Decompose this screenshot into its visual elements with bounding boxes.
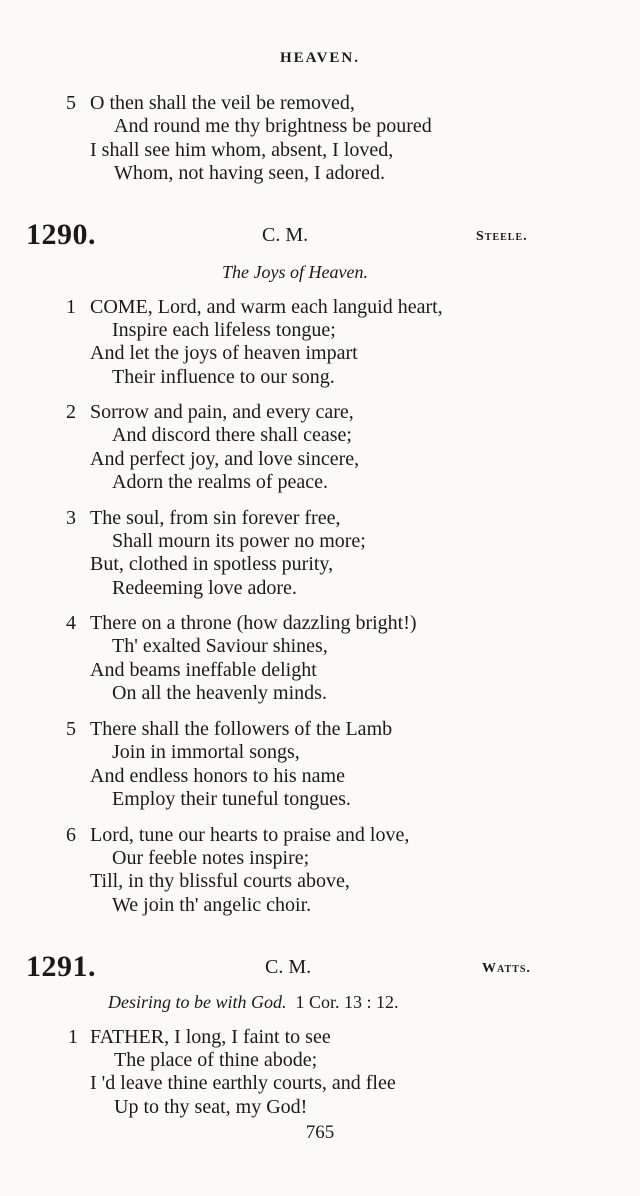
verse-number: 5 [66, 718, 76, 740]
verse-number: 3 [66, 507, 76, 529]
hymn-meter: C. M. [265, 956, 312, 978]
verse-line: I shall see him whom, absent, I loved, [90, 139, 394, 161]
hymn-title [108, 992, 399, 1013]
verse-line: Their influence to our song. [112, 366, 335, 388]
verse-number: 1 [66, 296, 76, 318]
hymn-author: Watts. [482, 961, 531, 976]
verse-line: Whom, not having seen, I adored. [114, 162, 386, 184]
verse-number: 4 [66, 612, 76, 634]
verse-line: I 'd leave thine earthly courts, and flee [90, 1072, 396, 1094]
verse-line: Th' exalted Saviour shines, [112, 635, 328, 657]
verse-line: Lord, tune our hearts to praise and love, [90, 824, 410, 846]
hymn-title-text: Desiring to be with God. [108, 992, 287, 1012]
verse-line: There shall the followers of the Lamb [90, 718, 393, 740]
page-number: 765 [305, 1122, 335, 1143]
verse-line: The soul, from sin forever free, [90, 507, 341, 529]
verse-number: 2 [66, 401, 76, 423]
verse-line: And discord there shall cease; [112, 424, 352, 446]
verse-line: Redeeming love adore. [112, 577, 297, 599]
verse-line: COME, Lord, and warm each languid heart, [90, 296, 443, 318]
verse-number: 5 [66, 92, 76, 114]
verse-line: FATHER, I long, I faint to see [90, 1026, 331, 1048]
verse-line: Inspire each lifeless tongue; [112, 319, 336, 341]
verse-line: O then shall the veil be removed, [90, 92, 355, 114]
verse-line: Adorn the realms of peace. [112, 471, 329, 493]
verse-line: Join in immortal songs, [112, 741, 300, 763]
verse-line: But, clothed in spotless purity, [90, 553, 334, 575]
verse-line: And endless honors to his name [90, 765, 345, 787]
hymn-title: The Joys of Heaven. [222, 262, 368, 282]
verse-line: There on a throne (how dazzling bright!) [90, 612, 417, 634]
verse-line: On all the heavenly minds. [112, 682, 327, 704]
verse-line: And beams ineffable delight [90, 659, 317, 681]
verse-number: 1 [68, 1026, 78, 1048]
verse-line: Sorrow and pain, and every care, [90, 401, 354, 423]
verse-line: We join th' angelic choir. [112, 894, 312, 916]
verse-line: The place of thine abode; [114, 1049, 318, 1071]
verse-line: And let the joys of heaven impart [90, 342, 358, 364]
verse-line: Up to thy seat, my God! [114, 1096, 308, 1118]
hymn-number: 1290. [26, 218, 96, 251]
verse-line: Till, in thy blissful courts above, [90, 870, 350, 892]
hymn-meter: C. M. [262, 224, 309, 246]
hymn-author: Steele. [476, 229, 528, 244]
verse-line: Shall mourn its power no more; [112, 530, 366, 552]
running-header: HEAVEN. [280, 50, 360, 66]
verse-number: 6 [66, 824, 76, 846]
verse-line: And round me thy brightness be poured [114, 115, 432, 137]
verse-line: And perfect joy, and love sincere, [90, 448, 360, 470]
scripture-reference: 1 Cor. 13 : 12. [295, 992, 399, 1012]
verse-line: Employ their tuneful tongues. [112, 788, 351, 810]
hymn-number: 1291. [26, 950, 96, 983]
verse-line: Our feeble notes inspire; [112, 847, 310, 869]
